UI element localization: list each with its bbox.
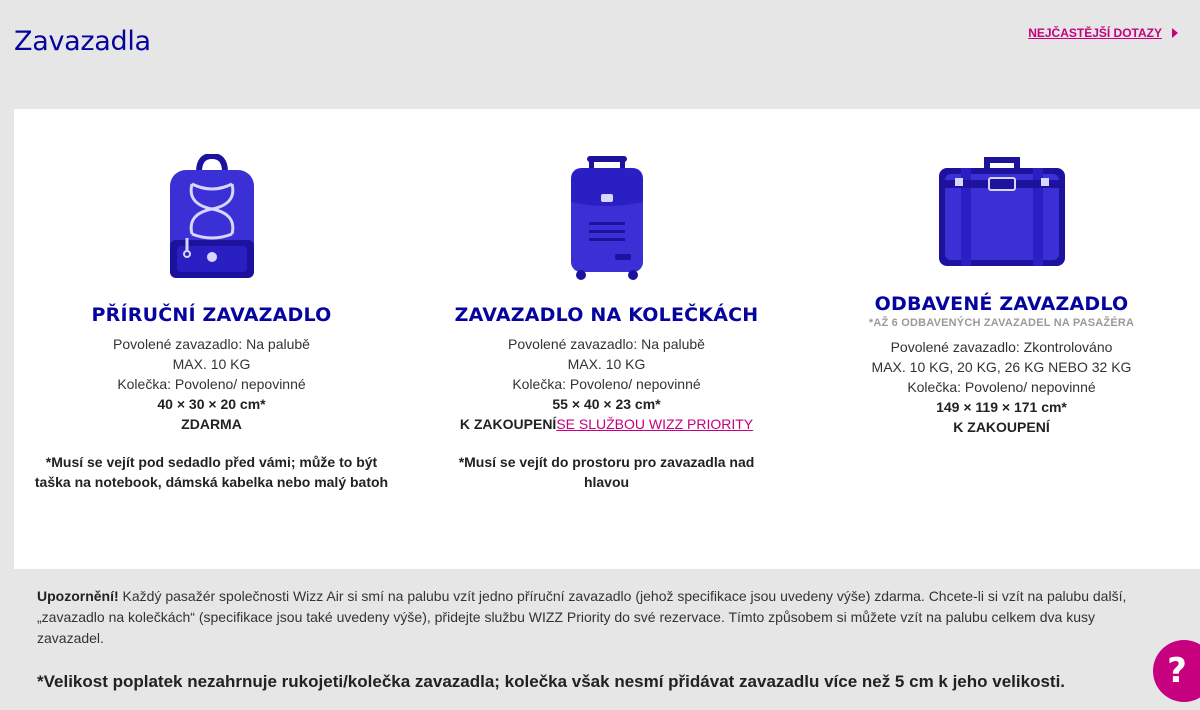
faq-link[interactable] xyxy=(1028,26,1178,40)
trolley-bag-icon xyxy=(409,154,804,282)
notice-label: Upozornění! xyxy=(37,588,119,604)
trolley-bag-weight: MAX. 10 KG xyxy=(567,356,646,372)
checked-bag-price: K ZAKOUPENÍ xyxy=(953,419,1050,435)
trolley-bag-note: *Musí se vejít do prostoru pro zavazadla nad hlavou xyxy=(458,454,755,490)
trolley-bag-allowed: Povolené zavazadlo: Na palubě xyxy=(508,336,705,352)
checked-bag-wheels: Kolečka: Povoleno/ nepovinné xyxy=(907,379,1096,395)
checked-bag-title: ODBAVENÉ ZAVAZADLO xyxy=(874,293,1129,315)
cabin-bag-size: 40 × 30 × 20 cm* xyxy=(157,396,266,412)
checked-bag-size: 149 × 119 × 171 cm* xyxy=(936,399,1067,415)
cabin-bag-wheels: Kolečka: Povoleno/ nepovinné xyxy=(117,376,306,392)
trolley-bag-price-line xyxy=(409,414,804,434)
suitcase-icon xyxy=(804,154,1199,270)
trolley-bag-title: ZAVAZADLO NA KOLEČKÁCH xyxy=(454,304,759,326)
size-footnote: *Velikost poplatek nezahrnuje rukojeti/kolečka zavazadla; kolečka však nesmí přidávat zavazadlu více než 5 cm k jeho velikosti. xyxy=(37,672,1066,691)
wizz-priority-link[interactable]: SE SLUŽBOU WIZZ PRIORITY xyxy=(556,416,754,432)
help-icon: ? xyxy=(1167,651,1187,691)
cabin-bag-allowed: Povolené zavazadlo: Na palubě xyxy=(113,336,310,352)
faq-link-label: NEJČASTĚJŠÍ DOTAZY xyxy=(1028,26,1162,40)
baggage-card xyxy=(14,109,1200,569)
notice-body: Každý pasažér společnosti Wizz Air si smí na palubu vzít jedno příruční zavazadlo (jehož specifikace jsou uvedeny výše) zdarma. Chcete-li si vzít na palubu další, „zavazadlo na kolečkách“ (specifikace jsou také uvedeny výše), přidejte službu WIZZ Priority do své rezervace. Tímto způsobem si můžete vzít na palubu celkem dva kusy zavazadel. xyxy=(37,588,1127,646)
help-button[interactable] xyxy=(1153,640,1200,702)
cabin-bag-title: PŘÍRUČNÍ ZAVAZADLO xyxy=(91,304,332,326)
checked-bag-allowed: Povolené zavazadlo: Zkontrolováno xyxy=(890,339,1113,355)
cabin-bag-price: ZDARMA xyxy=(181,416,242,432)
cabin-bag-note: *Musí se vejít pod sedadlo před vámi; může to být taška na notebook, dámská kabelka nebo malý batoh xyxy=(34,454,389,490)
chevron-right-icon xyxy=(1172,28,1178,38)
trolley-bag-size: 55 × 40 × 23 cm* xyxy=(552,396,661,412)
notice-text xyxy=(37,586,1162,649)
backpack-icon xyxy=(14,154,409,280)
trolley-bag-price: K ZAKOUPENÍ xyxy=(459,416,557,432)
cabin-bag-weight: MAX. 10 KG xyxy=(172,356,251,372)
checked-bag-subtitle: *AŽ 6 ODBAVENÝCH ZAVAZADEL NA PASAŽÉRA xyxy=(868,317,1135,329)
checked-bag-weight: MAX. 10 KG, 20 KG, 26 KG NEBO 32 KG xyxy=(871,359,1132,375)
trolley-bag-wheels: Kolečka: Povoleno/ nepovinné xyxy=(512,376,701,392)
page-title: Zavazadla xyxy=(14,26,151,57)
